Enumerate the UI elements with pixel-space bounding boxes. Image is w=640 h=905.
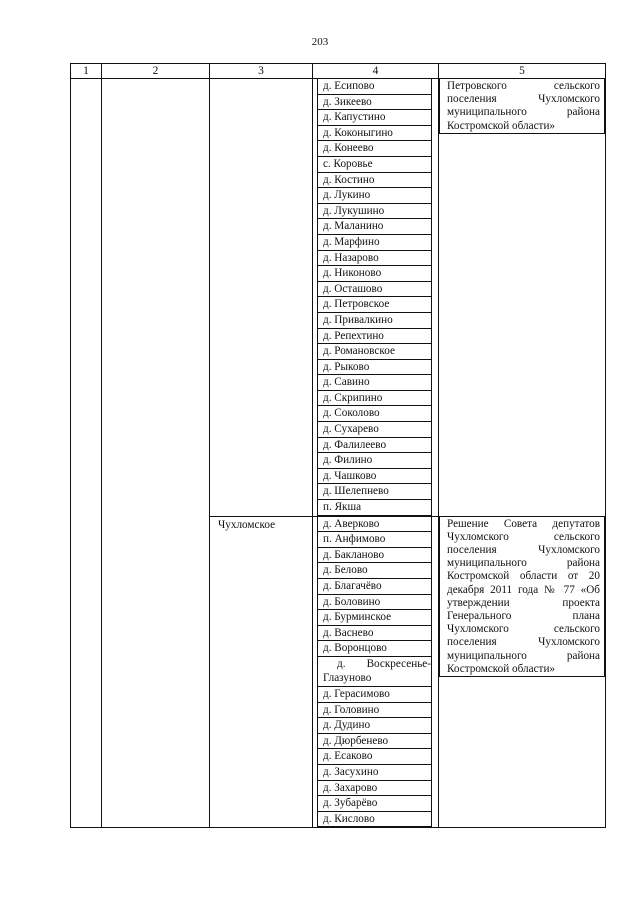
village-item: д. Маланино: [317, 219, 432, 235]
village-item: д. Воскресенье- Глазуново: [317, 657, 432, 687]
village-item: д. Филино: [317, 453, 432, 469]
village-list: [313, 517, 438, 828]
village-item: д. Засухино: [317, 765, 432, 781]
villages-cell: [313, 516, 439, 828]
village-item: д. Скрипино: [317, 391, 432, 407]
decision-cell: [439, 79, 606, 517]
village-item: д. Дюрбенево: [317, 734, 432, 750]
village-item: д. Зикеево: [317, 95, 432, 111]
village-item: д. Бакланово: [317, 548, 432, 564]
col-2-cell: [102, 79, 210, 828]
village-item: д. Репехтино: [317, 329, 432, 345]
settlement-name: [210, 79, 312, 80]
village-item: д. Лукино: [317, 188, 432, 204]
page-number: 203: [311, 36, 329, 48]
village-item: д. Рыково: [317, 360, 432, 376]
village-item: д. Марфино: [317, 235, 432, 251]
village-item: п. Якша: [317, 500, 432, 516]
village-item: д. Есаково: [317, 749, 432, 765]
decision-text: Петровского сельского поселения Чухломского муниципального района Костромской области»: [439, 79, 605, 134]
village-item: д. Костино: [317, 173, 432, 189]
village-item: д. Захарово: [317, 781, 432, 797]
village-item: д. Привалкино: [317, 313, 432, 329]
village-item: д. Дудино: [317, 718, 432, 734]
villages-cell: [313, 79, 439, 517]
decision-text: Решение Совета депутатов Чухломского сельского поселения Чухломского муниципального района Костромской области от 20 декабря 2011 года № 77 «Об утверждении проекта Генерального плана Чухломского сельского поселения Чухломского муниципального района Костромской области»: [439, 517, 605, 677]
decision-cell: [439, 516, 606, 828]
village-item: д. Назарово: [317, 251, 432, 267]
header-col-2: 2: [102, 64, 210, 79]
header-row: [71, 64, 606, 79]
header-col-5: 5: [439, 64, 606, 79]
village-item: д. Коконыгино: [317, 126, 432, 142]
village-item: д. Боловино: [317, 595, 432, 611]
village-item: д. Романовское: [317, 344, 432, 360]
village-item: д. Аверково: [317, 517, 432, 533]
village-item: д. Благачёво: [317, 579, 432, 595]
village-item: д. Осташово: [317, 282, 432, 298]
header-col-3: 3: [210, 64, 313, 79]
village-item: д. Бурминское: [317, 610, 432, 626]
village-item: д. Зубарёво: [317, 796, 432, 812]
village-item: д. Лукушино: [317, 204, 432, 220]
village-item: д. Фалилеево: [317, 438, 432, 454]
village-item: д. Васнево: [317, 626, 432, 642]
village-item: д. Есипово: [317, 79, 432, 95]
village-item: д. Чашково: [317, 469, 432, 485]
village-item: д. Герасимово: [317, 687, 432, 703]
village-item: д. Воронцово: [317, 641, 432, 657]
village-list: [313, 79, 438, 516]
village-item: д. Конеево: [317, 141, 432, 157]
village-item: д. Петровское: [317, 297, 432, 313]
col-1-cell: [71, 79, 102, 828]
village-item: д. Соколово: [317, 406, 432, 422]
settlement-cell: [210, 516, 313, 828]
village-item: д. Кислово: [317, 812, 432, 828]
village-item: д. Сухарево: [317, 422, 432, 438]
village-item: д. Капустино: [317, 110, 432, 126]
village-item: с. Коровье: [317, 157, 432, 173]
header-col-4: 4: [313, 64, 439, 79]
village-item: д. Головино: [317, 703, 432, 719]
header-col-1: 1: [71, 64, 102, 79]
settlement-name: Чухломское: [218, 518, 276, 531]
village-item: п. Анфимово: [317, 532, 432, 548]
table-row: [71, 79, 606, 517]
settlements-table: [70, 63, 606, 828]
village-item: д. Никоново: [317, 266, 432, 282]
village-item: д. Савино: [317, 375, 432, 391]
village-item: д. Шелепнево: [317, 484, 432, 500]
village-item: д. Белово: [317, 563, 432, 579]
settlement-cell: [210, 79, 313, 517]
